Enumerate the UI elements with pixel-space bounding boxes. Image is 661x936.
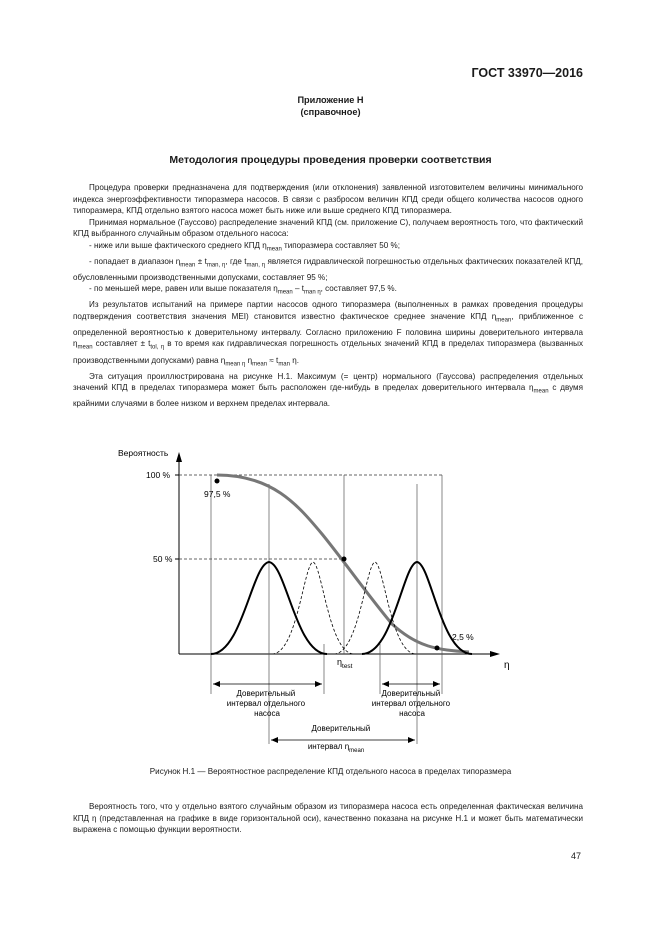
x-axis-label: η (504, 660, 510, 671)
y-axis-arrow (176, 452, 182, 462)
gaussian-dashed-1 (272, 562, 354, 654)
annex-heading (0, 94, 661, 118)
closing-text (73, 801, 583, 836)
point-50 (342, 557, 347, 562)
eta-test-label: $\eta_{test}$ (337, 657, 353, 670)
label-25: 2,5 % (452, 632, 474, 642)
bullet-1: - ниже или выше фактического среднего КПД $\eta_{mean}$ типоразмера составляет 50 %; (89, 240, 401, 253)
probability-figure (112, 444, 512, 754)
annex-type: (справочное) (300, 107, 361, 117)
paragraph-5: Вероятность того, что у отдельно взятого случайным образом из типоразмера насоса есть определенная фактическая величина КПД η (представленная на графике в виде горизонтальной оси), качественно показана на рисунке Н.1 и может быть математически выражена с помощью функции вероятности. (73, 802, 583, 834)
bullet-3: - по меньшей мере, равен или выше показателя $\eta_{mean} - t_{man \eta}$, составляет 97,5 %. (89, 284, 397, 296)
point-975 (215, 479, 220, 484)
y-axis-label: Вероятность (118, 448, 169, 458)
section-title: Методология процедуры проведения проверки соответствия (169, 154, 492, 166)
paragraph-1: Процедура проверки предназначена для подтверждения (или отклонения) заявленной изготовителем величины минимального индекса энергоэффективности типоразмера насосов. В связи с разбросом величин КПД среди общего количества насосов одного типоразмера, КПД отдельно взятого насоса может быть ниже или выше среднего КПД типоразмера. (73, 183, 583, 215)
tick-label-50: 50 % (153, 554, 173, 564)
ci-mean-label: Доверительный интервал $\eta_{mean}$ (307, 724, 371, 754)
paragraph-3: Из результатов испытаний на примере партии насосов одного типоразмера (выполненных в рамках проведения процедуры подтверждения соответствия значения MEI) становится известно фактическое среднее значение КПД $\eta_{mean}$, приближенное с определенной вероятностью к доверительному интервалу. Согласно приложению F половина ширины доверительного интервала $\eta_{mean}$ составляет ± $t_{tol, \eta}$ в то время как гидравлическая погрешность отдельных значений КПД в пределах типоразмера (вызванных производственными допусками) равна $\eta_{mean \eta}$ $\eta_{mean} \approx t_{man}$ η. (73, 300, 583, 368)
page-number: 47 (570, 851, 581, 861)
tick-label-100: 100 % (146, 470, 171, 480)
probability-curve (217, 475, 469, 652)
paragraph-4: Эта ситуация проиллюстрирована на рисунке Н.1. Максимум (= центр) нормального (Гауссова) распределения отдельных значений КПД в пределах типоразмера может быть расположен где-нибудь в пределах доверительного интервала $\eta_{mean}$ с двумя крайними случаями в более низком и верхнем пределах интервала. (73, 371, 583, 409)
bullet-2: - попадает в диапазон $\eta_{mean} \pm t_{man, \eta}$, где $t_{man, \eta}$ является гидравлической погрешностью отдельных фактических показателей КПД, обусловленными производственными допусками, составляет 95 %; (73, 256, 584, 282)
ci-right-label: Доверительный интервал отдельного насоса (371, 689, 451, 718)
body-text (73, 182, 583, 410)
annex-title: Приложение Н (297, 95, 364, 105)
ci-left-label: Доверительный интервал отдельного насоса (226, 689, 306, 718)
x-axis-arrow (490, 651, 500, 657)
standard-number: ГОСТ 33970—2016 (471, 66, 583, 80)
label-975: 97,5 % (204, 489, 231, 499)
point-25 (435, 646, 440, 651)
paragraph-2: Принимая нормальное (Гауссово) распределение значений КПД (см. приложение С), получаем вероятность того, что фактический КПД выбранного случайным образом отдельного насоса: (73, 217, 583, 238)
figure-caption: Рисунок Н.1 — Вероятностное распределение КПД отдельного насоса в пределах типоразмера (149, 767, 512, 776)
probability-chart-svg (112, 444, 512, 754)
gaussian-dashed-2 (334, 562, 416, 654)
